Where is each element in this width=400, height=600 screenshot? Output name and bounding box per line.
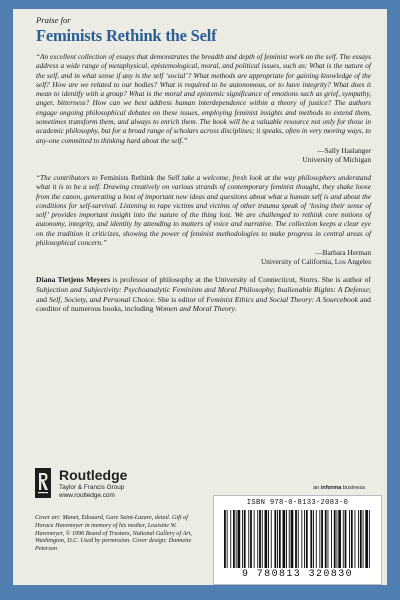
barcode-bar xyxy=(355,510,356,568)
bio-text: and coeditor of numerous books, including xyxy=(36,294,371,314)
quote-affiliation-haslanger: University of Michigan xyxy=(302,154,371,164)
bio-book-title: Inalienable Rights: A Defense xyxy=(277,284,369,294)
barcode-bar xyxy=(301,510,302,568)
quote-author-herman: —Barbara Herman xyxy=(315,248,371,258)
quote-herman-title: Feminists Rethink the Self xyxy=(100,172,180,182)
barcode-bar xyxy=(328,510,329,568)
isbn-label: ISBN 978-0-8133-2083-0 xyxy=(246,499,349,507)
barcode-bar xyxy=(343,510,344,568)
barcode-bar xyxy=(304,510,305,568)
barcode-bar xyxy=(242,510,243,568)
barcode-bar xyxy=(268,510,269,568)
cover-text-block xyxy=(36,15,371,314)
informa-prefix: an xyxy=(313,485,321,491)
barcode-bar xyxy=(331,510,332,568)
bio-text: . She is editor of xyxy=(153,294,207,304)
bio-book-title: Women and Moral Theory xyxy=(155,304,236,314)
cover-panel xyxy=(13,9,387,585)
barcode-bar xyxy=(310,510,312,568)
barcode-bar xyxy=(254,510,255,568)
barcode-bar xyxy=(360,510,362,568)
barcode-bar xyxy=(316,510,317,568)
barcode-bar xyxy=(230,510,231,568)
barcode-bar xyxy=(236,510,237,568)
barcode-bar xyxy=(274,510,276,568)
bio-text: ; xyxy=(273,284,278,294)
barcode-bar xyxy=(250,510,252,568)
informa-suffix: business xyxy=(341,485,365,491)
barcode-bar xyxy=(363,510,364,568)
bio-book-title: Self, Society, and Personal Choice xyxy=(48,294,154,304)
barcode-bar xyxy=(227,510,228,568)
book-title: Feminists Rethink the Self xyxy=(36,26,217,45)
barcode-bar xyxy=(298,510,299,568)
barcode-bar xyxy=(244,510,246,568)
quote-herman-open: “The contributors to xyxy=(36,172,101,182)
barcode-bar xyxy=(338,510,341,568)
barcode-bar xyxy=(365,510,368,568)
author-bio xyxy=(36,275,371,313)
bio-book-title: Subjection and Subjectivity: Psychoanalytic Feminism and Moral Philosophy xyxy=(36,284,273,294)
barcode-bar xyxy=(306,510,308,568)
barcode-bar xyxy=(224,510,226,568)
barcode-bar xyxy=(286,510,287,568)
bio-text: . xyxy=(235,304,237,314)
barcode-bar xyxy=(257,510,258,568)
quote-haslanger: “An excellent collection of essays that demonstrates the breadth and depth of feminist work on the self. The essays address a wide range of metaphysical, epistemological, moral, and political issues, such as: What is the nature of the self, and in what sense if any is the self ‘social’? What methods are appropriate for gaining knowledge of the self? How are we related to our bodies? What is required to be autonomous, or to have integrity? What does it mean to identify with a group? What is the moral and epistemic significance of emotions such as grief, sympathy, anger, bitterness? How can we best address human interdependence within a theory of justice? The authors engage ongoing philosophical debates on these issues, employing feminist insights and methods to extend them, sometimes transform them, and always to enrich them. The book will be a valuable resource not only for those in academic philosophy, but for a broad range of scholars across disciplines; it speaks, often in very moving ways, to any-one committed to thinking hard about the self.” xyxy=(36,52,371,145)
barcode-bar xyxy=(319,510,320,568)
barcode-bar xyxy=(233,510,235,568)
barcode-bar xyxy=(291,510,294,568)
routledge-r-icon xyxy=(35,468,51,498)
quote-herman-attribution xyxy=(36,248,371,266)
bio-text: is professor of philosophy at the University of Connecticut, Storrs. She is author of xyxy=(110,275,371,285)
barcode-bar xyxy=(349,510,350,568)
barcode-bar xyxy=(334,510,336,568)
barcode-bar xyxy=(238,510,241,568)
barcode-bar xyxy=(321,510,323,568)
quote-herman xyxy=(36,173,371,247)
bio-book-title: Feminist Ethics and Social Theory: A Sourcebook xyxy=(206,294,359,304)
barcode-bar xyxy=(295,510,297,568)
publisher-name: Routledge xyxy=(59,467,128,483)
praise-label: Praise for xyxy=(36,15,71,25)
barcode-bar xyxy=(369,510,370,568)
quote-herman-rest: take a welcome, fresh look at the way philosophers understand what it is to be a self. Drawing creatively on various strands of contemporary feminist thought, they shake loose from the canon, generating a host of important new ideas and questions about what a human self is and about the conditions for self-survival. Listening to rape victims and victims of other trauma speak of ‘losing their sense of self’ provides important insight into the nature of the thing lost. We are challenged to rethink core notions of autonomy, integrity, and identity by attending to matters of voice and narrative. The collection keeps a clear eye on the tradition it criticizes, showing the power of feminist methodologies to make progress in central areas of philosophical concern.” xyxy=(36,172,371,248)
quote-author-haslanger: —Sally Haslanger xyxy=(317,145,371,155)
informa-tagline xyxy=(313,485,365,491)
barcode-bar xyxy=(271,510,272,568)
quote-affiliation-herman: University of California, Los Angeles xyxy=(260,257,371,267)
barcode-digits: 9 780813 320830 xyxy=(241,569,353,580)
barcode-bar xyxy=(279,510,281,568)
barcode-bar xyxy=(259,510,261,568)
barcode-bar xyxy=(337,510,338,568)
barcode-bar xyxy=(265,510,268,568)
barcode-bar xyxy=(313,510,314,568)
barcode-bar xyxy=(283,510,286,568)
publisher-url: www.routledge.com xyxy=(59,492,115,499)
informa-brand: informa xyxy=(320,485,342,491)
barcode-bar xyxy=(358,510,359,568)
barcode-bar xyxy=(248,510,249,568)
barcode-bar xyxy=(351,510,353,568)
publisher-group: Taylor & Francis Group xyxy=(59,484,125,491)
routledge-logo xyxy=(35,468,155,504)
barcode-bar xyxy=(262,510,263,568)
barcode-graphic xyxy=(222,510,373,568)
bio-text: ; and xyxy=(36,284,371,304)
barcode-bar xyxy=(277,510,278,568)
barcode-bar xyxy=(325,510,327,568)
isbn-barcode xyxy=(213,495,382,585)
quote-haslanger-attribution xyxy=(36,146,371,164)
author-name: Diana Tietjens Meyers xyxy=(36,275,111,285)
barcode-bar xyxy=(289,510,290,568)
cover-credits: Cover art: Manet, Edouard, Gare Saint-Lazare, detail. Gift of Horace Havemeyer in memory of his mother, Louisine W. Havemeyer, © 1996 Board of Trustees, National Gallery of Art, Washington, D.C. Used by permission. Cover design: Dannette Peterson xyxy=(35,514,192,553)
barcode-bar xyxy=(345,510,347,568)
